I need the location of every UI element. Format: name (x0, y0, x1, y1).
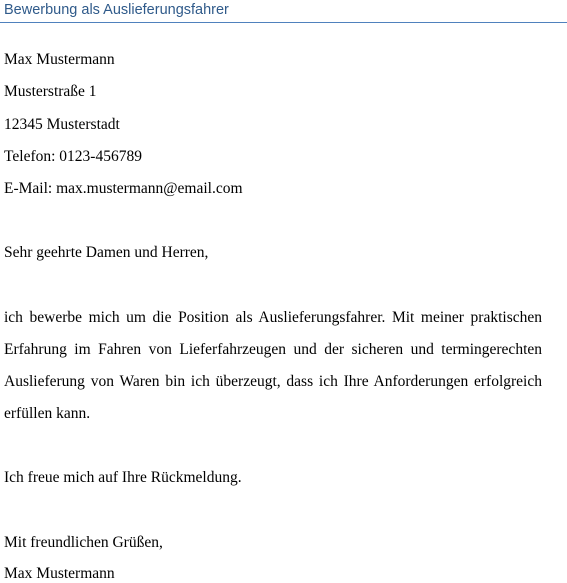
body-line: Auslieferung von Waren bin ich überzeugt, dass ich Ihre Anforderungen erfolgreich (4, 373, 542, 390)
body-line: ich bewerbe mich um die Position als Auslieferungsfahrer. Mit meiner praktischen (4, 309, 542, 326)
body-line: erfüllen kann. (4, 405, 91, 422)
title-underline (0, 22, 567, 23)
document-title: Bewerbung als Auslieferungsfahrer (4, 2, 229, 18)
sender-phone: Telefon: 0123-456789 (4, 148, 142, 165)
salutation: Sehr geehrte Damen und Herren, (4, 244, 209, 261)
sender-name: Max Mustermann (4, 51, 115, 68)
sender-street: Musterstraße 1 (4, 83, 97, 100)
body-line: Erfahrung im Fahren von Lieferfahrzeugen und der sicheren und termingerechten (4, 341, 542, 358)
closing-sentence: Ich freue mich auf Ihre Rückmeldung. (4, 469, 242, 486)
sender-city: 12345 Musterstadt (4, 116, 120, 133)
signature-name: Max Mustermann (4, 565, 115, 582)
sender-email: E-Mail: max.mustermann@email.com (4, 180, 243, 197)
closing-phrase: Mit freundlichen Grüßen, (4, 534, 163, 551)
